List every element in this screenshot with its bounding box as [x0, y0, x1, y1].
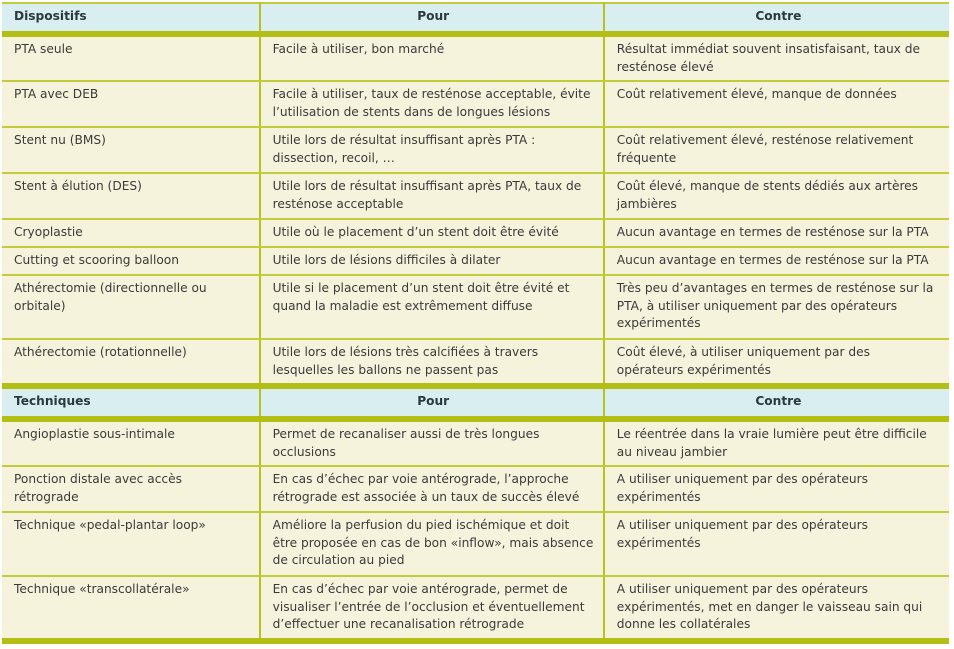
table-row — [2, 466, 949, 512]
row-name: Technique «transcollatérale» — [2, 576, 260, 641]
row-pour: Utile où le placement d’un stent doit être évité — [260, 219, 604, 247]
row-contre: Le réentrée dans la vraie lumière peut être difficile au niveau jambier — [604, 419, 949, 466]
row-name: Technique «pedal-plantar loop» — [2, 512, 260, 576]
table-row — [2, 127, 949, 173]
comparison-table — [2, 2, 949, 644]
row-name: Athérectomie (rotationnelle) — [2, 339, 260, 386]
table-row — [2, 173, 949, 219]
row-pour: Utile lors de lésions très calcifiées à travers lesquelles les ballons ne passent pas — [260, 339, 604, 386]
row-name: PTA seule — [2, 34, 260, 81]
row-name: Ponction distale avec accès rétrograde — [2, 466, 260, 512]
header-techniques: Techniques — [2, 386, 260, 419]
row-contre: Très peu d’avantages en termes de resténose sur la PTA, à utiliser uniquement par des opérateurs expérimentés — [604, 275, 949, 339]
row-name: Cryoplastie — [2, 219, 260, 247]
row-pour: En cas d’échec par voie antérograde, permet de visualiser l’entrée de l’occlusion et éventuellement d’effectuer une recanalisation rétrograde — [260, 576, 604, 641]
section-header-techniques — [2, 386, 949, 419]
header-pour: Pour — [260, 3, 604, 34]
table-row — [2, 339, 949, 386]
row-name: Stent à élution (DES) — [2, 173, 260, 219]
header-contre: Contre — [604, 386, 949, 419]
row-contre: A utiliser uniquement par des opérateurs expérimentés — [604, 512, 949, 576]
table-row — [2, 81, 949, 127]
row-pour: Facile à utiliser, bon marché — [260, 34, 604, 81]
table-row — [2, 34, 949, 81]
table-row — [2, 219, 949, 247]
header-dispositifs: Dispositifs — [2, 3, 260, 34]
row-pour: Utile lors de résultat insuffisant après PTA, taux de resténose acceptable — [260, 173, 604, 219]
row-name: Stent nu (BMS) — [2, 127, 260, 173]
table-row — [2, 275, 949, 339]
row-pour: En cas d’échec par voie antérograde, l’approche rétrograde est associée à un taux de succès élevé — [260, 466, 604, 512]
row-contre: Coût relativement élevé, manque de données — [604, 81, 949, 127]
row-name: Athérectomie (directionnelle ou orbitale) — [2, 275, 260, 339]
row-pour: Facile à utiliser, taux de resténose acceptable, évite l’utilisation de stents dans de longues lésions — [260, 81, 604, 127]
row-name: Angioplastie sous-intimale — [2, 419, 260, 466]
row-contre: Coût relativement élevé, resténose relativement fréquente — [604, 127, 949, 173]
row-name: PTA avec DEB — [2, 81, 260, 127]
row-contre: Coût élevé, manque de stents dédiés aux artères jambières — [604, 173, 949, 219]
row-contre: Aucun avantage en termes de resténose sur la PTA — [604, 219, 949, 247]
header-contre: Contre — [604, 3, 949, 34]
table-row — [2, 247, 949, 275]
row-contre: Aucun avantage en termes de resténose sur la PTA — [604, 247, 949, 275]
row-contre: Coût élevé, à utiliser uniquement par des opérateurs expérimentés — [604, 339, 949, 386]
row-pour: Utile lors de résultat insuffisant après PTA : dissection, recoil, … — [260, 127, 604, 173]
row-name: Cutting et scooring balloon — [2, 247, 260, 275]
row-pour: Utile si le placement d’un stent doit être évité et quand la maladie est extrêmement diffuse — [260, 275, 604, 339]
row-pour: Améliore la perfusion du pied ischémique et doit être proposée en cas de bon «inflow», mais absence de circulation au pied — [260, 512, 604, 576]
header-pour: Pour — [260, 386, 604, 419]
section-header-dispositifs — [2, 3, 949, 34]
table-row — [2, 576, 949, 641]
table-row — [2, 512, 949, 576]
row-pour: Permet de recanaliser aussi de très longues occlusions — [260, 419, 604, 466]
row-pour: Utile lors de lésions difficiles à dilater — [260, 247, 604, 275]
table-row — [2, 419, 949, 466]
row-contre: Résultat immédiat souvent insatisfaisant, taux de resténose élevé — [604, 34, 949, 81]
row-contre: A utiliser uniquement par des opérateurs expérimentés — [604, 466, 949, 512]
row-contre: A utiliser uniquement par des opérateurs expérimentés, met en danger le vaisseau sain qui donne les collatérales — [604, 576, 949, 641]
